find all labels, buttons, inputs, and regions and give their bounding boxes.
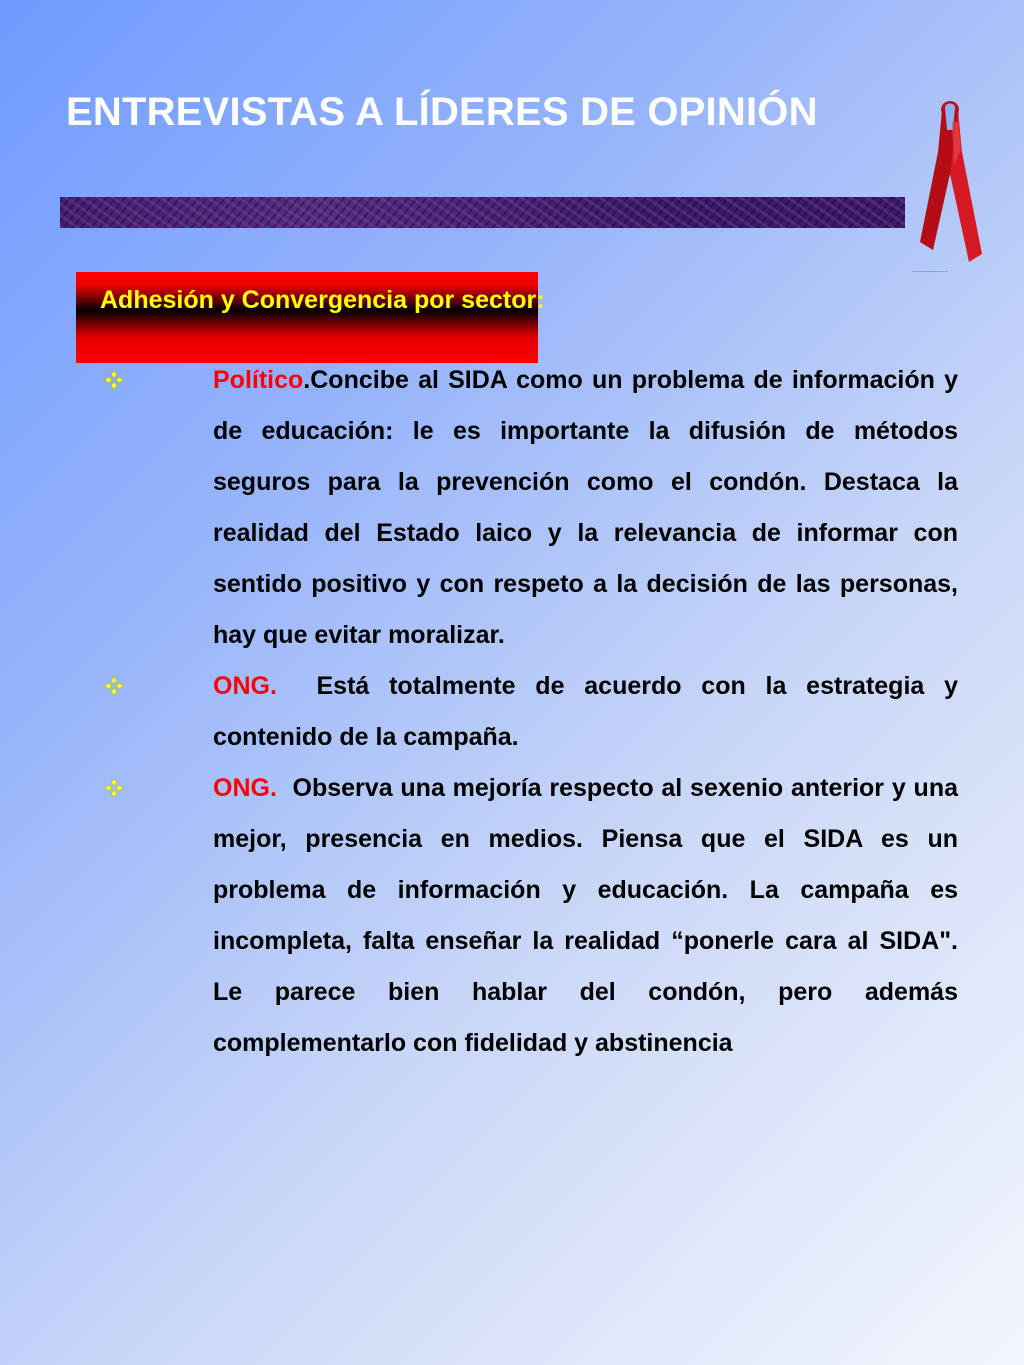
slide-title: ENTREVISTAS A LÍDERES DE OPINIÓN <box>66 90 818 134</box>
sector-bullet-list <box>96 355 958 1069</box>
sector-separator <box>277 774 293 802</box>
ribbon-underline <box>912 271 948 272</box>
list-item <box>96 355 958 661</box>
red-awareness-ribbon-icon <box>912 92 988 274</box>
sector-heading: Adhesión y Convergencia por sector: <box>100 286 545 314</box>
four-diamond-bullet-icon <box>104 676 124 696</box>
four-diamond-bullet-icon <box>104 778 124 798</box>
sector-separator <box>277 672 317 700</box>
sector-name: Político <box>213 366 304 394</box>
sector-separator: . <box>303 366 311 394</box>
sector-description: Observa una mejoría respecto al sexenio anterior y una mejor, presencia en medios. Piensa que el SIDA es un problema de información y educación. La campaña es incompleta, falta enseñar la realidad “ponerle cara al SIDA". Le parece bien hablar del condón, pero además complementarlo con fidelidad y abstinencia <box>213 774 958 1057</box>
four-diamond-bullet-icon <box>104 370 124 390</box>
list-item <box>96 661 958 763</box>
list-item <box>96 763 958 1069</box>
sector-description: Concibe al SIDA como un problema de información y de educación: le es importante la difusión de métodos seguros para la prevención como el condón. Destaca la realidad del Estado laico y la relevancia de informar con sentido positivo y con respeto a la decisión de las personas, hay que evitar moralizar. <box>213 366 958 649</box>
sector-description: Está totalmente de acuerdo con la estrategia y contenido de la campaña. <box>213 672 958 751</box>
sector-name: ONG. <box>213 774 277 802</box>
title-divider-bar <box>60 197 905 228</box>
sector-name: ONG. <box>213 672 277 700</box>
